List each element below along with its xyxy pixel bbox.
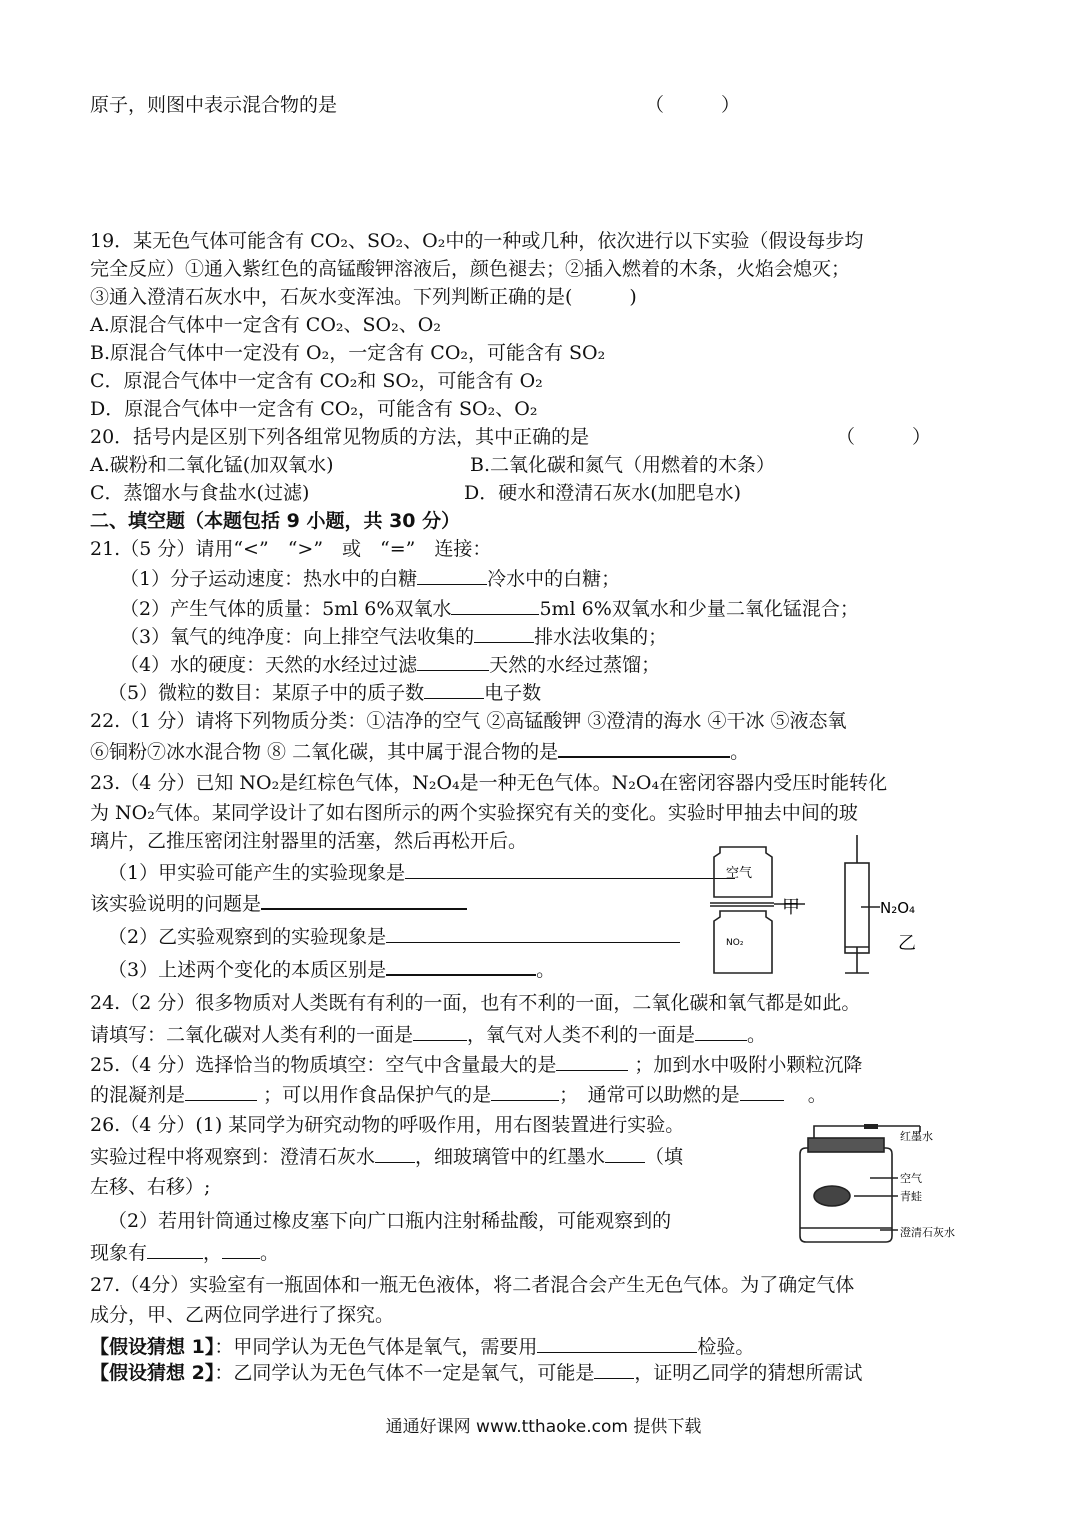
- label-red-ink: 红墨水: [900, 1130, 933, 1143]
- answer-blank[interactable]: [405, 860, 735, 879]
- question-20-option-c: C．蒸馏水与食盐水(过滤): [90, 482, 310, 504]
- question-25-line1: 25.（4 分）选择恰当的物质填空：空气中含量最大的是 ；加到水中吸附小颗粒沉降: [90, 1054, 863, 1076]
- question-19-option-c: C．原混合气体中一定含有 CO₂和 SO₂，可能含有 O₂: [90, 370, 543, 392]
- answer-blank[interactable]: [185, 1082, 257, 1101]
- label-yi: 乙: [898, 933, 916, 954]
- question-24-line2: 请填写：二氧化碳对人类有利的一面是 ，氧气对人类不利的一面是 。: [90, 1024, 767, 1046]
- answer-blank[interactable]: [386, 924, 680, 943]
- question-26-line3: 左移、右移）;: [90, 1176, 211, 1198]
- gas-experiment-figure: [710, 835, 950, 980]
- question-19-line1: 19．某无色气体可能含有 CO₂、SO₂、O₂中的一种或几种，依次进行以下实验（假设每步均: [90, 230, 864, 252]
- question-23-line3: 璃片，乙推压密闭注射器里的活塞，然后再松开后。: [90, 830, 528, 852]
- label-no2: NO₂: [726, 938, 744, 948]
- question-23-line2: 为 NO₂气体。某同学设计了如右图所示的两个实验探究有关的变化。实验时甲抽去中间的玻: [90, 802, 858, 824]
- answer-bracket-18: （ ）: [645, 94, 741, 116]
- question-23-item-3: （3）上述两个变化的本质区别是 。: [108, 956, 555, 983]
- question-20-option-d: D．硬水和澄清石灰水(加肥皂水): [464, 482, 742, 504]
- question-21-item-4: （4）水的硬度：天然的水经过过滤 天然的水经过蒸馏；: [120, 654, 661, 676]
- page-footer: 通通好课网 www.tthaoke.com 提供下载: [385, 1417, 702, 1437]
- label-air: 空气: [726, 866, 753, 881]
- answer-blank[interactable]: [491, 1082, 559, 1101]
- question-19-line3: ③通入澄清石灰水中，石灰水变浑浊。下列判断正确的是( ): [90, 286, 637, 308]
- question-26-line5: 现象有 ， 。: [90, 1242, 280, 1264]
- question-19-option-d: D．原混合气体中一定含有 CO₂，可能含有 SO₂、O₂: [90, 398, 538, 420]
- question-20-option-a: A.碳粉和二氧化锰(加双氧水): [90, 454, 334, 476]
- answer-blank[interactable]: [605, 1144, 645, 1163]
- question-25-line2: 的混凝剂是 ；可以用作食品保护气的是 ； 通常可以助燃的是 。: [90, 1084, 827, 1106]
- question-23-item-1b: 该实验说明的问题是: [90, 890, 467, 917]
- answer-blank[interactable]: [474, 624, 534, 643]
- answer-blank[interactable]: [261, 890, 467, 910]
- question-23-line1: 23.（4 分）已知 NO₂是红棕色气体，N₂O₄是一种无色气体。N₂O₄在密闭容器内受压时能转化: [90, 772, 888, 794]
- question-27-hypothesis-2: 【假设猜想 2】：乙同学认为无色气体不一定是氧气，可能是 ，证明乙同学的猜想所需试: [90, 1362, 863, 1384]
- answer-blank[interactable]: [594, 1360, 634, 1379]
- question-19-option-b: B.原混合气体中一定没有 O₂，一定含有 CO₂，可能含有 SO₂: [90, 342, 606, 364]
- label-n2o4: N₂O₄: [880, 899, 916, 917]
- question-21-stem: 21.（5 分）请用“<” “>” 或 “=” 连接：: [90, 538, 492, 560]
- question-19-option-a: A.原混合气体中一定含有 CO₂、SO₂、O₂: [90, 314, 441, 336]
- question-23-item-1: （1）甲实验可能产生的实验现象是: [108, 860, 735, 886]
- answer-blank[interactable]: [417, 566, 487, 585]
- question-26-line2: 实验过程中将观察到：澄清石灰水 ，细玻璃管中的红墨水 （填: [90, 1146, 684, 1168]
- answer-blank[interactable]: [147, 1240, 203, 1259]
- question-20-stem: 20．括号内是区别下列各组常见物质的方法，其中正确的是: [90, 426, 590, 448]
- section-heading-fill-in: 二、填空题（本题包括 9 小题，共 30 分）: [90, 510, 461, 532]
- answer-blank[interactable]: [386, 956, 536, 976]
- question-27-line1: 27.（4分）实验室有一瓶固体和一瓶无色液体，将二者混合会产生无色气体。为了确定气体: [90, 1274, 855, 1296]
- question-26-line1: 26.（4 分）(1) 某同学为研究动物的呼吸作用，用右图装置进行实验。: [90, 1114, 685, 1136]
- answer-blank[interactable]: [424, 680, 484, 699]
- question-21-item-2: （2）产生气体的质量：5ml 6%双氧水 5ml 6%双氧水和少量二氧化锰混合；: [120, 598, 859, 620]
- answer-blank[interactable]: [375, 1144, 415, 1163]
- question-27-hypothesis-1: 【假设猜想 1】：甲同学认为无色气体是氧气，需要用 检验。: [90, 1336, 755, 1358]
- answer-blank[interactable]: [740, 1082, 784, 1101]
- question-19-line2: 完全反应）①通入紫红色的高锰酸钾溶液后，颜色褪去；②插入燃着的木条，火焰会熄灭；: [90, 258, 851, 280]
- question-21-item-5: （5）微粒的数目：某原子中的质子数 电子数: [108, 682, 542, 704]
- label-limewater: 澄清石灰水: [900, 1226, 955, 1239]
- question-22-line1: 22.（1 分）请将下列物质分类：①洁净的空气 ②高锰酸钾 ③澄清的海水 ④干冰 ⑤液态氧: [90, 710, 847, 732]
- answer-blank[interactable]: [537, 1334, 697, 1353]
- question-26-line4: （2）若用针筒通过橡皮塞下向广口瓶内注射稀盐酸，可能观察到的: [108, 1210, 672, 1232]
- answer-blank[interactable]: [695, 1022, 747, 1041]
- question-22-line2: ⑥铜粉⑦冰水混合物 ⑧ 二氧化碳，其中属于混合物的是 。: [90, 738, 749, 765]
- answer-blank[interactable]: [413, 1022, 467, 1041]
- question-18-tail: 原子，则图中表示混合物的是: [90, 94, 338, 116]
- label-jia: 甲: [782, 897, 800, 918]
- answer-blank[interactable]: [558, 738, 730, 758]
- answer-blank[interactable]: [556, 1052, 628, 1071]
- frog-respiration-figure: [770, 1118, 970, 1248]
- answer-blank[interactable]: [451, 596, 539, 615]
- question-20-option-b: B.二氧化碳和氮气（用燃着的木条）: [470, 454, 776, 476]
- question-23-item-2: （2）乙实验观察到的实验现象是: [108, 924, 680, 950]
- question-24-line1: 24.（2 分）很多物质对人类既有有利的一面，也有不利的一面，二氧化碳和氧气都是如此。: [90, 992, 861, 1014]
- label-frog: 青蛙: [900, 1190, 922, 1203]
- question-27-line2: 成分，甲、乙两位同学进行了探究。: [90, 1304, 395, 1326]
- question-21-item-1: （1）分子运动速度：热水中的白糖 冷水中的白糖；: [120, 568, 621, 590]
- question-21-item-3: （3）氧气的纯净度：向上排空气法收集的 排水法收集的；: [120, 626, 668, 648]
- label-air2: 空气: [900, 1172, 922, 1185]
- answer-blank[interactable]: [222, 1240, 260, 1259]
- answer-blank[interactable]: [417, 652, 489, 671]
- answer-bracket-20: （ ）: [836, 426, 932, 448]
